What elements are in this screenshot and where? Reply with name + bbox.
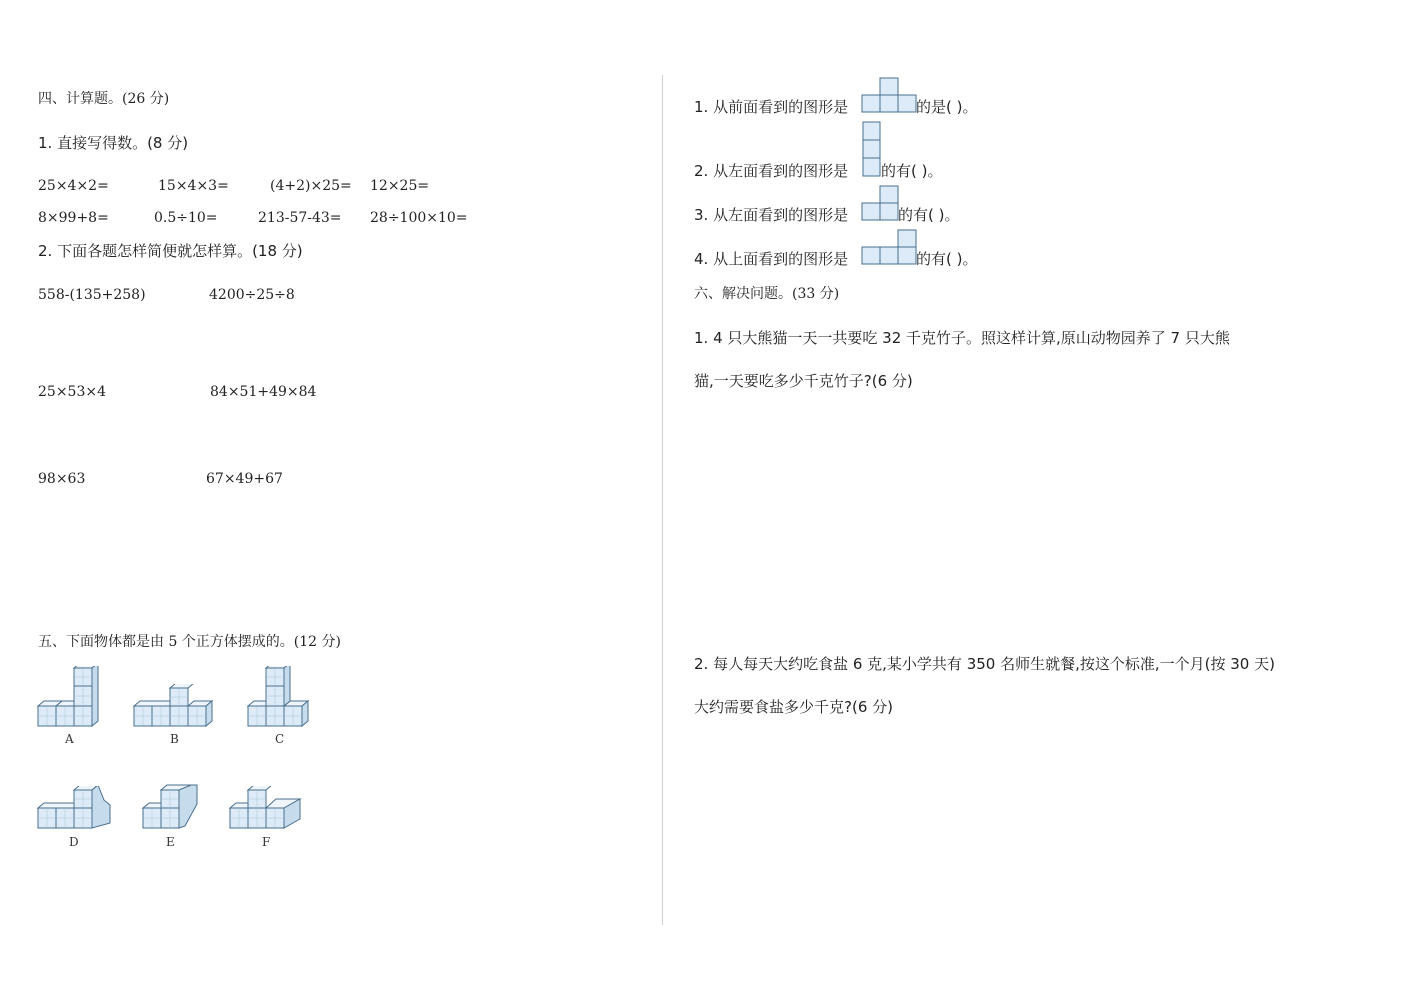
cube-figure-b (132, 684, 218, 730)
view-question-1-suffix: 的是( )。 (916, 98, 978, 116)
view-question-3-suffix: 的有( )。 (898, 206, 960, 224)
figure-label-a: A (65, 732, 74, 746)
section-4-title: 四、计算题。(26 分) (38, 91, 170, 107)
question-2-title: 2. 下面各题怎样简便就怎样算。(18 分) (38, 242, 303, 260)
direct-calc-item: 28÷100×10= (370, 210, 468, 226)
cube-figure-f (228, 786, 308, 832)
top-view-shape-icon (861, 228, 919, 266)
problem-1-line-2: 猫,一天要吃多少千克竹子?(6 分) (694, 372, 913, 390)
figure-label-b: B (170, 732, 179, 746)
simplify-item: 98×63 (38, 471, 86, 487)
front-view-shape-icon (861, 76, 917, 114)
view-question-4-prefix: 4. 从上面看到的图形是 (694, 250, 849, 268)
cube-figure-d (36, 786, 116, 832)
simplify-item: 84×51+49×84 (210, 384, 317, 400)
cube-figure-a (36, 666, 106, 730)
figure-label-f: F (262, 835, 271, 849)
view-question-1-prefix: 1. 从前面看到的图形是 (694, 98, 849, 116)
simplify-item: 558-(135+258) (38, 287, 146, 303)
simplify-item: 67×49+67 (206, 471, 283, 487)
direct-calc-item: (4+2)×25= (270, 178, 352, 194)
column-divider (662, 75, 663, 925)
section-6-title: 六、解决问题。(33 分) (694, 286, 840, 302)
direct-calc-item: 25×4×2= (38, 178, 109, 194)
figure-label-e: E (166, 835, 175, 849)
view-question-4-suffix: 的有( )。 (916, 250, 978, 268)
figure-label-c: C (275, 732, 285, 746)
problem-2-line-2: 大约需要食盐多少千克?(6 分) (694, 698, 893, 716)
problem-2-line-1: 2. 每人每天大约吃食盐 6 克,某小学共有 350 名师生就餐,按这个标准,一个月(按 30 天) (694, 655, 1275, 673)
view-question-3-prefix: 3. 从左面看到的图形是 (694, 206, 849, 224)
direct-calc-item: 8×99+8= (38, 210, 109, 226)
section-5-title: 五、下面物体都是由 5 个正方体摆成的。(12 分) (38, 634, 341, 650)
left-view-l-shape-icon (861, 184, 901, 222)
view-question-2-prefix: 2. 从左面看到的图形是 (694, 162, 849, 180)
figure-label-d: D (69, 835, 79, 849)
cube-figure-c (246, 666, 316, 730)
simplify-item: 25×53×4 (38, 384, 106, 400)
cube-figure-e (141, 782, 201, 832)
direct-calc-item: 12×25= (370, 178, 430, 194)
problem-1-line-1: 1. 4 只大熊猫一天一共要吃 32 千克竹子。照这样计算,原山动物园养了 7 只大熊 (694, 329, 1230, 347)
question-1-title: 1. 直接写得数。(8 分) (38, 134, 189, 152)
direct-calc-item: 0.5÷10= (154, 210, 218, 226)
left-view-column-shape-icon (862, 121, 882, 177)
direct-calc-item: 15×4×3= (158, 178, 229, 194)
simplify-item: 4200÷25÷8 (209, 287, 295, 303)
view-question-2-suffix: 的有( )。 (881, 162, 943, 180)
direct-calc-item: 213-57-43= (258, 210, 342, 226)
